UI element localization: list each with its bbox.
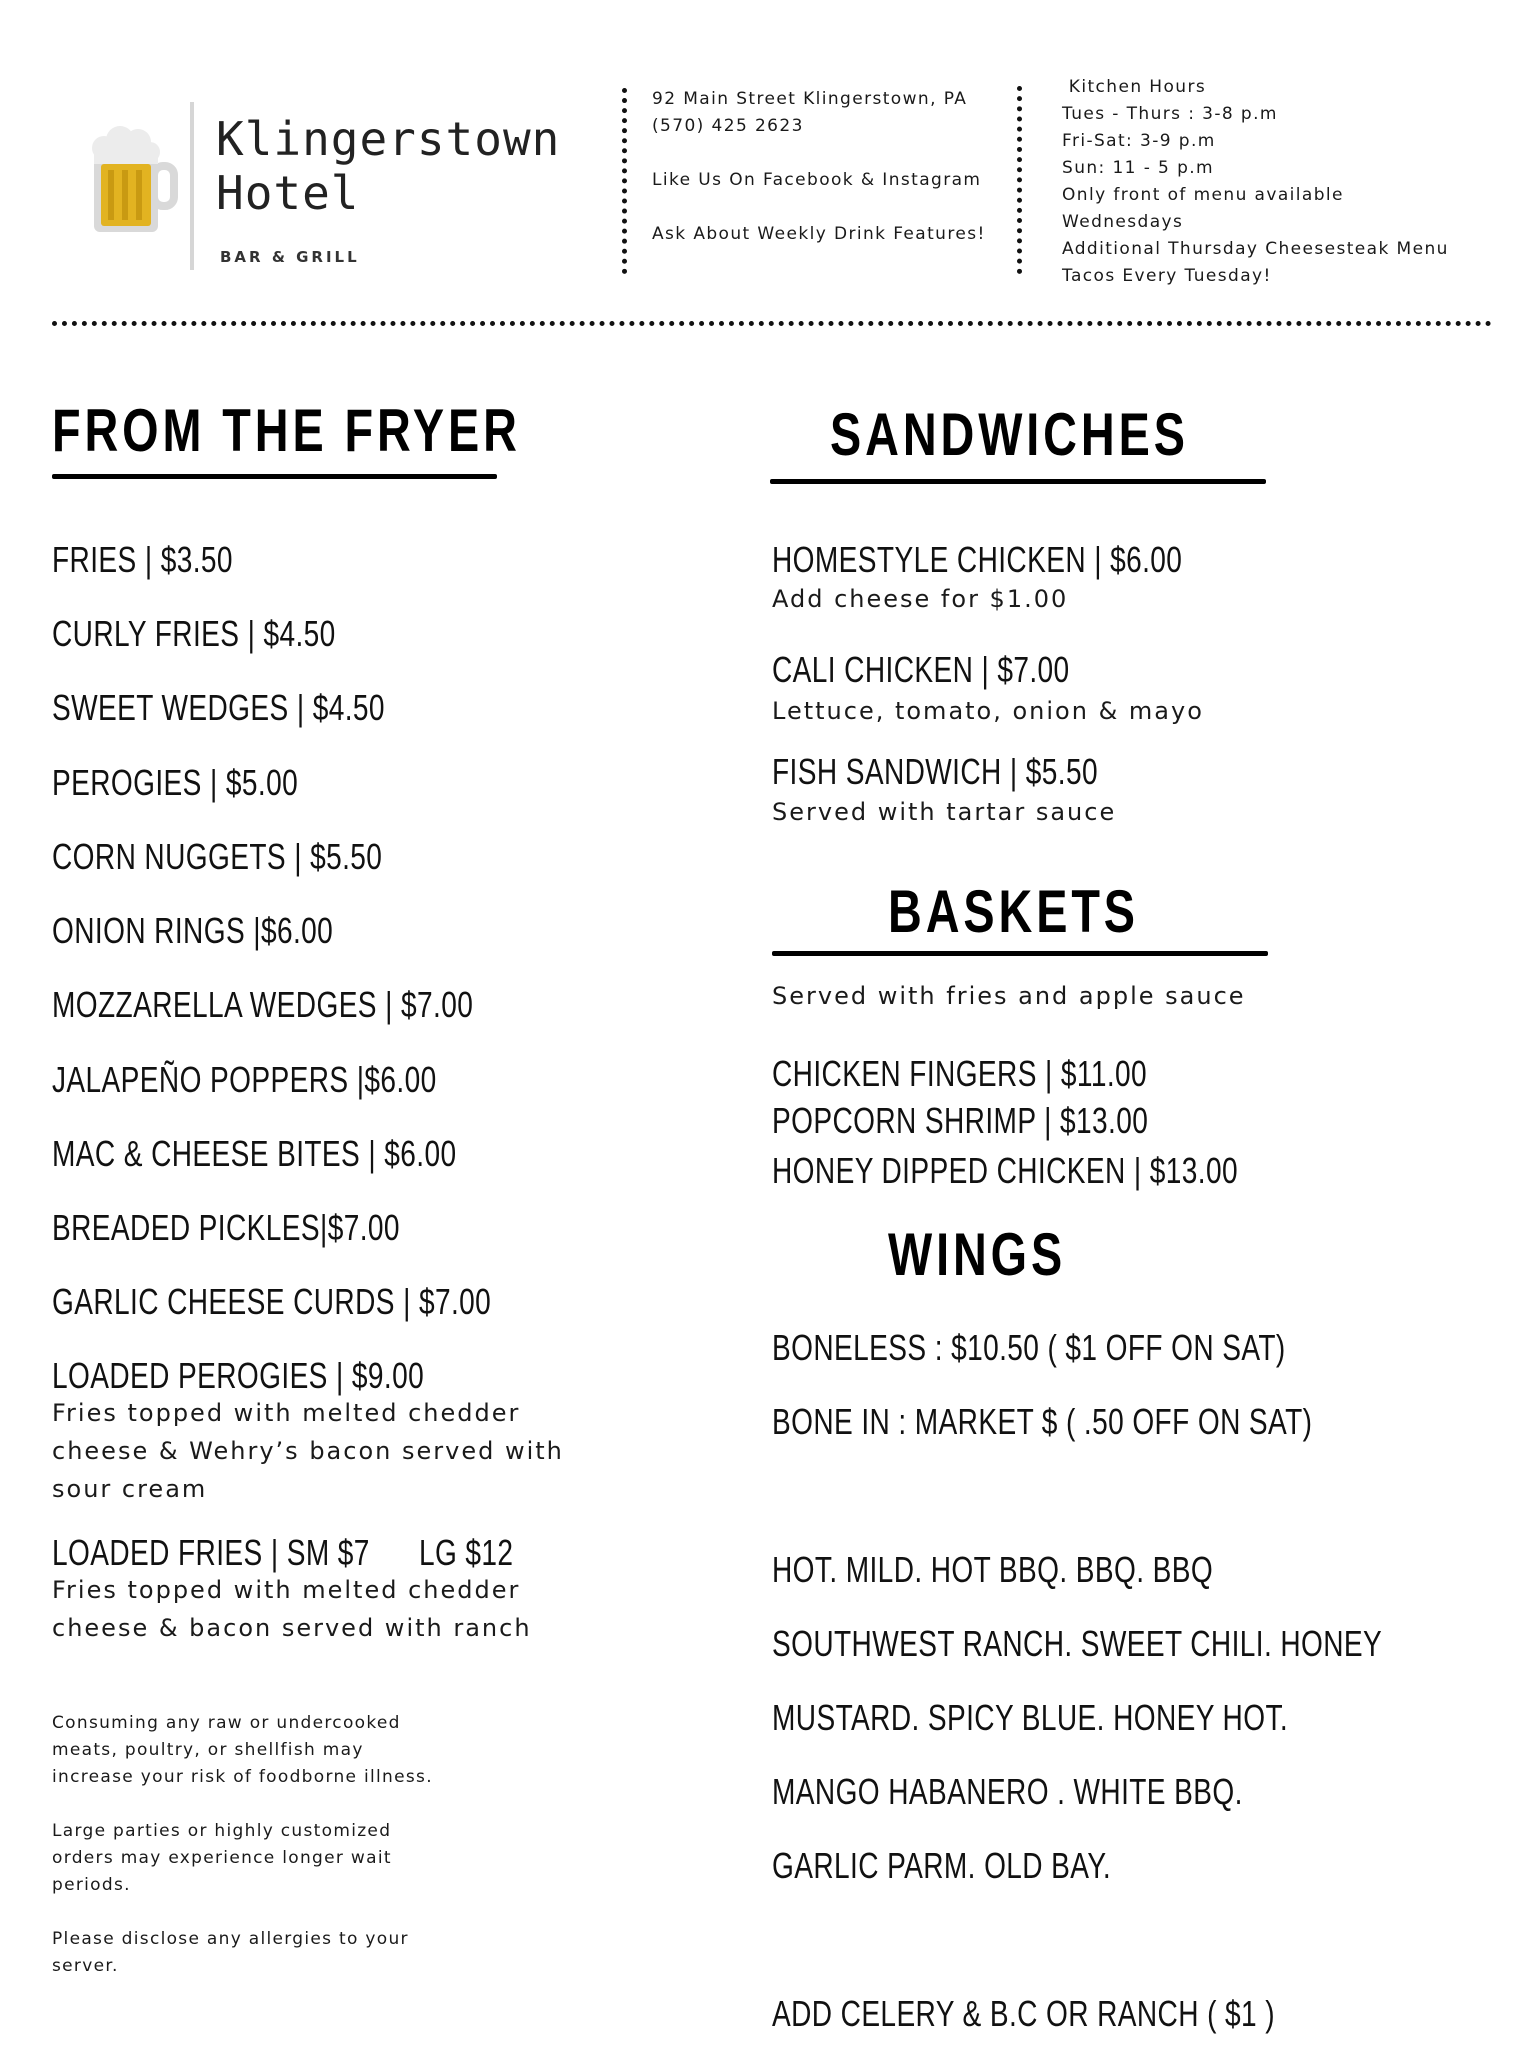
basket-item: CHICKEN FINGERS | $11.00 [772,1053,1148,1094]
baskets-title-underline [772,951,1268,956]
fryer-item: BREADED PICKLES|$7.00 [52,1207,400,1248]
baskets-subtitle: Served with fries and apple sauce [772,982,1246,1010]
wing-sauce-line: GARLIC PARM. OLD BAY. [772,1845,1112,1886]
hours-line: Tacos Every Tuesday! [1062,266,1272,286]
hours-line: Only front of menu available [1062,185,1344,205]
sandwiches-title: SANDWICHES [830,401,1189,468]
hours-line: Fri-Sat: 3-9 p.m [1062,131,1216,151]
basket-item: HONEY DIPPED CHICKEN | $13.00 [772,1150,1238,1191]
loaded-fries-name: LOADED FRIES | SM $7 LG $12 [52,1532,514,1573]
hours-title: Kitchen Hours [1062,77,1207,97]
fryer-item: MOZZARELLA WEDGES | $7.00 [52,984,474,1025]
sandwiches-title-underline [770,479,1266,484]
fryer-item: SWEET WEDGES | $4.50 [52,687,385,728]
fryer-item: ONION RINGS |$6.00 [52,910,334,951]
loaded-fries-desc: Fries topped with melted chedder [52,1576,521,1604]
loaded-fries-desc: cheese & bacon served with ranch [52,1614,532,1642]
wing-sauce-line: SOUTHWEST RANCH. SWEET CHILI. HONEY [772,1623,1383,1664]
wings-addon: ADD CELERY & B.C OR RANCH ( $1 ) [772,1993,1275,2034]
hours-line: Tues - Thurs : 3-8 p.m [1062,104,1278,124]
loaded-perogies-name: LOADED PEROGIES | $9.00 [52,1355,425,1396]
wing-sauce-line: HOT. MILD. HOT BBQ. BBQ. BBQ [772,1549,1214,1590]
hours-line: Sun: 11 - 5 p.m [1062,158,1215,178]
fryer-item: MAC & CHEESE BITES | $6.00 [52,1133,457,1174]
wing-sauce-line: MANGO HABANERO . WHITE BBQ. [772,1771,1243,1812]
beer-mug-icon [88,126,178,236]
wings-title: WINGS [888,1221,1067,1288]
header-divider-2 [1017,86,1022,274]
loaded-perogies-desc: cheese & Wehry’s bacon served with [52,1437,564,1465]
contact-phone: (570) 425 2623 [652,116,804,136]
sandwich-name: CALI CHICKEN | $7.00 [772,649,1070,690]
sandwich-desc: Served with tartar sauce [772,798,1117,826]
contact-address: 92 Main Street Klingerstown, PA [652,89,968,109]
basket-item: POPCORN SHRIMP | $13.00 [772,1100,1149,1141]
fryer-item: GARLIC CHEESE CURDS | $7.00 [52,1281,492,1322]
sandwich-name: FISH SANDWICH | $5.50 [772,751,1099,792]
hotel-name [216,112,596,220]
wings-price: BONELESS : $10.50 ( $1 OFF ON SAT) [772,1327,1286,1368]
header-divider-1 [622,88,627,274]
sandwich-desc: Add cheese for $1.00 [772,585,1069,613]
contact-social: Like Us On Facebook & Instagram [652,170,982,190]
sandwich-desc: Lettuce, tomato, onion & mayo [772,697,1204,725]
loaded-perogies-desc: Fries topped with melted chedder [52,1399,521,1427]
large-parties-notice: Large parties or highly customized orders may experience longer wait periods. [52,1821,392,1895]
loaded-perogies-desc: sour cream [52,1475,208,1503]
contact-drinks: Ask About Weekly Drink Features! [652,224,986,244]
hotel-name-line2: Hotel [216,166,360,220]
hours-line: Wednesdays [1062,212,1184,232]
fryer-item: FRIES | $3.50 [52,539,233,580]
fryer-item: JALAPEÑO POPPERS |$6.00 [52,1059,437,1100]
baskets-title: BASKETS [888,878,1139,945]
hours-block [1062,74,1449,290]
fryer-item: PEROGIES | $5.00 [52,762,299,803]
logo-divider [190,102,194,270]
hours-line: Additional Thursday Cheesesteak Menu [1062,239,1449,259]
fryer-title: FROM THE FRYER [52,397,521,464]
raw-food-notice: Consuming any raw or undercooked meats, poultry, or shellfish may increase your risk of foodborne illness. [52,1713,433,1787]
header-separator [52,321,1492,326]
hotel-name-line1: Klingerstown [216,112,561,166]
wing-sauce-line: MUSTARD. SPICY BLUE. HONEY HOT. [772,1697,1289,1738]
fryer-item: CURLY FRIES | $4.50 [52,613,336,654]
hotel-subtitle: BAR & GRILL [220,248,360,266]
wings-price: BONE IN : MARKET $ ( .50 OFF ON SAT) [772,1401,1313,1442]
allergy-notice: Please disclose any allergies to your server. [52,1929,409,1976]
fryer-title-underline [52,474,497,479]
contact-block [652,86,986,248]
sandwich-name: HOMESTYLE CHICKEN | $6.00 [772,539,1183,580]
fryer-item: CORN NUGGETS | $5.50 [52,836,383,877]
